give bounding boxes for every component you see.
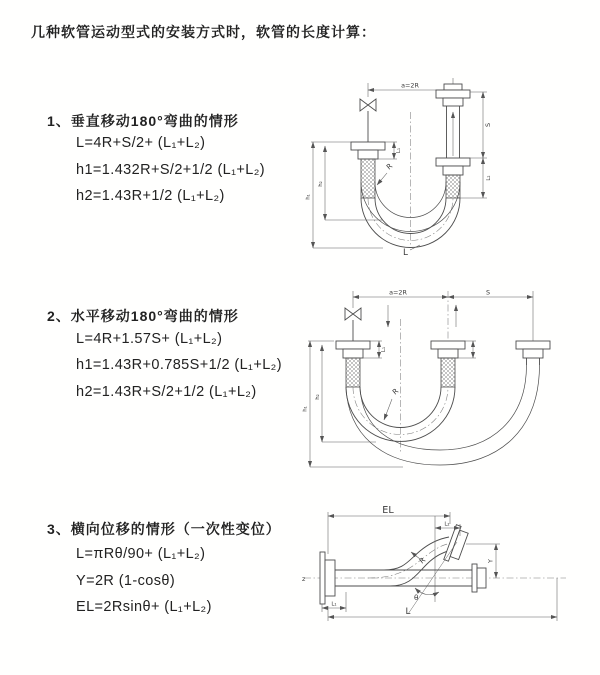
dim-label-EL: EL [382,505,394,516]
right-flange-upper [436,84,470,106]
dim-label-a2r: a=2R [401,81,419,90]
left-flange [351,142,385,159]
section-1-heading: 1、垂直移动180°弯曲的情形 [47,113,239,129]
middle-flange [431,341,465,358]
break-mark: z [302,575,306,583]
dim-h2 [315,345,376,442]
braided-hose-middle [441,358,455,387]
diagram-vertical-180-bend [303,70,553,262]
right-flange-lower [436,158,470,175]
dim-label-L1: L₁ [331,601,337,608]
section-3-heading: 3、横向位移的情形（一次性变位） [47,521,281,537]
dim-label-S: S [485,288,491,297]
label-L: L [403,248,408,258]
section-1-formula-L: L=4R+S/2+ (L₁+L₂) [76,135,206,151]
dim-label-h2: h₂ [315,394,321,400]
section-3-formula-L: L=πRθ/90+ (L₁+L₂) [76,546,206,562]
diagram-lateral-displacement [298,498,590,665]
dim-label-h1: h₁ [305,194,312,200]
radius-leader [411,552,427,566]
dim-label-S: S [484,122,492,128]
curved-hose-displaced [335,537,455,586]
dim-label-L1: L₁ [396,147,402,154]
left-flange [336,341,370,358]
dim-a2r [353,289,533,342]
section-1-formula-h1: h1=1.432R+S/2+1/2 (L₁+L₂) [76,162,266,178]
label-R: R [384,161,395,172]
right-flange-original [472,564,486,592]
dim-label-L2: L₂ [486,175,492,181]
section-2-formula-h2: h2=1.43R+S/2+1/2 (L₁+L₂) [76,384,257,400]
angle-label-theta: θ [414,593,419,602]
dim-label-L2: L₂ [444,521,450,528]
dim-label-L: L [405,607,411,617]
dim-L [328,578,557,621]
valve-icon [345,308,361,341]
right-flange-moved [516,341,550,365]
section-2-formula-h1: h1=1.43R+0.785S+1/2 (L₁+L₂) [76,357,282,373]
dim-label-L1: L₁ [381,346,387,353]
section-2-formula-L: L=4R+1.57S+ (L₁+L₂) [76,331,223,347]
braided-hose-left [361,159,375,198]
radius-leader [384,386,400,420]
dim-label-Y: Y [486,559,495,563]
diagram-horizontal-180-bend [298,281,595,473]
label-R: R [417,555,428,566]
dim-S [448,289,533,298]
radius-leader [377,161,394,185]
left-flange [320,552,335,604]
braided-hose-left [346,358,360,387]
dim-EL [328,505,450,554]
section-3-formula-EL: EL=2Rsinθ+ (L₁+L₂) [76,599,212,615]
dim-S [470,92,492,158]
dim-label-h2: h₂ [318,181,324,187]
page-title: 几种软管运动型式的安装方式时，软管的长度计算： [31,24,376,40]
section-2-heading: 2、水平移动180°弯曲的情形 [47,308,239,324]
braided-hose-right [446,175,460,198]
label-R: R [390,386,401,397]
dim-label-a2r: a=2R [389,288,407,297]
section-1-formula-h2: h2=1.43R+1/2 (L₁+L₂) [76,188,225,204]
valve-icon [360,99,376,142]
tilted-flange-displaced [444,525,470,565]
section-3-formula-Y: Y=2R (1-cosθ) [76,573,176,589]
dim-label-h1: h₁ [302,406,309,412]
